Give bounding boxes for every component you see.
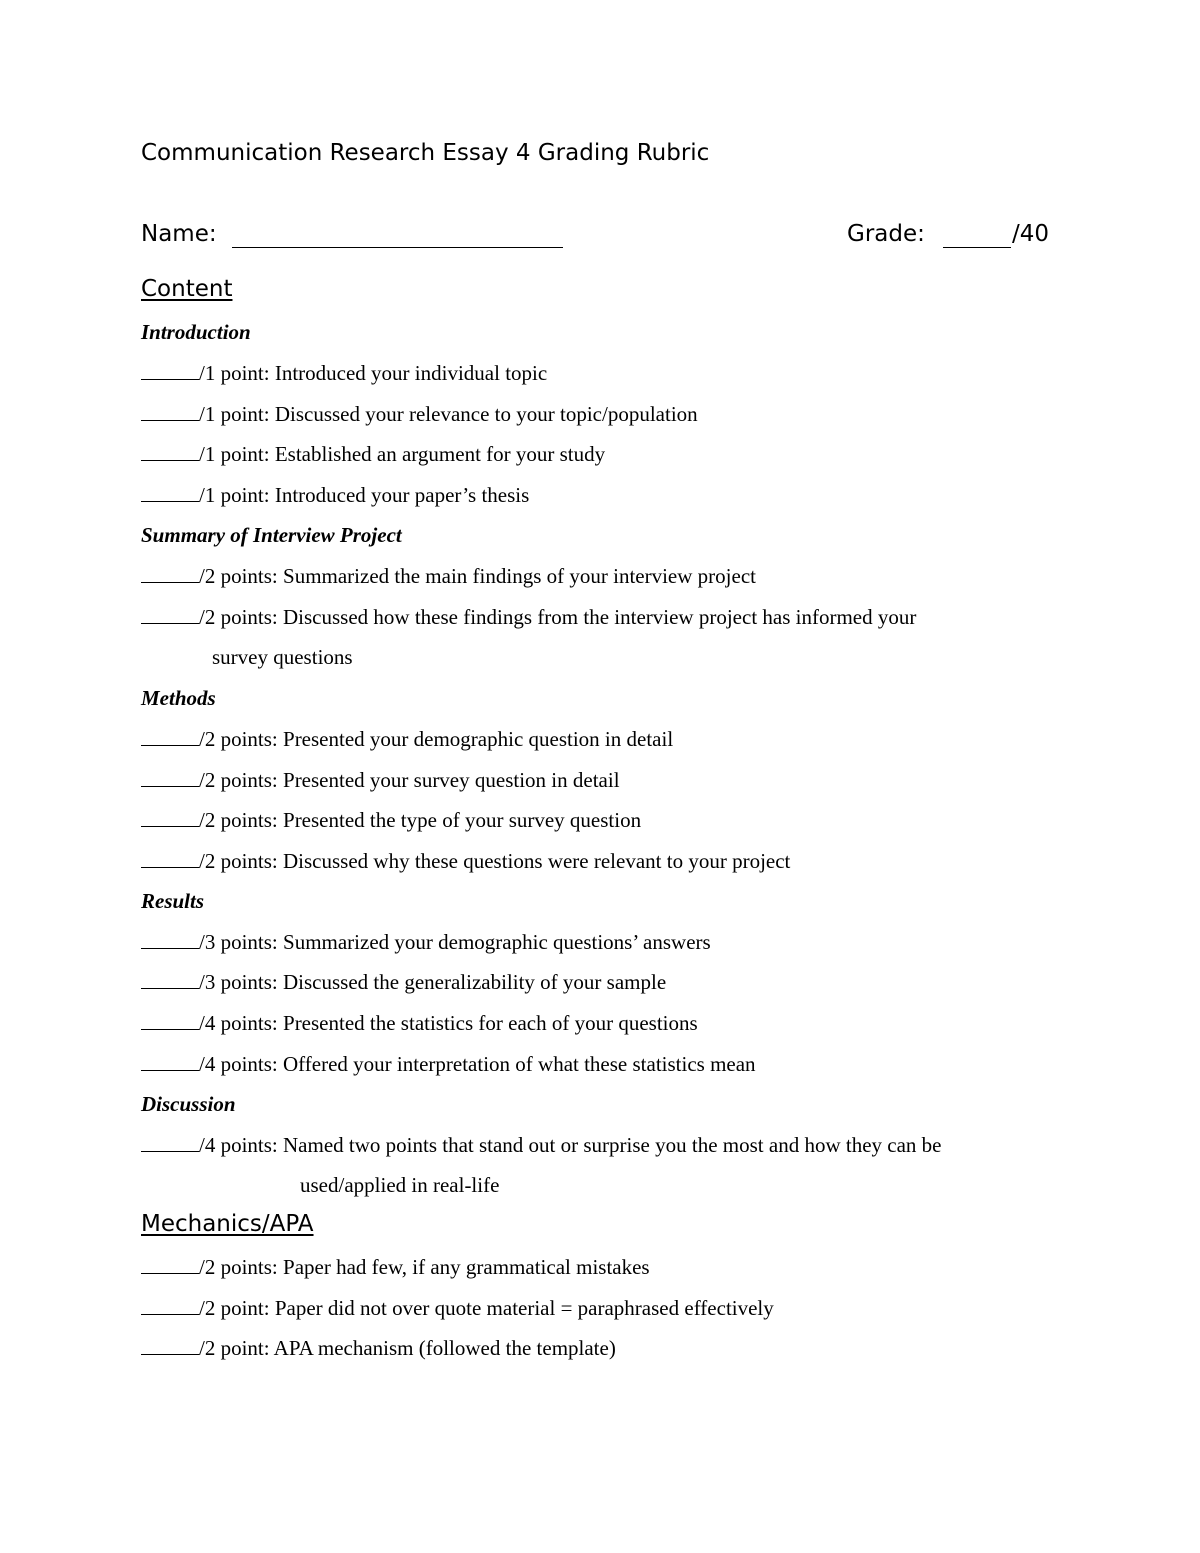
rubric-item-text: /2 points: Presented your survey question in detail (199, 768, 620, 792)
rubric-item-text: /2 points: Discussed how these findings from the interview project has informed your (199, 605, 917, 629)
subheading-methods: Methods (141, 686, 216, 710)
rubric-item-text: /2 points: Presented your demographic question in detail (199, 727, 674, 751)
grade-blank-line[interactable] (943, 247, 1011, 248)
subheading-results: Results (141, 889, 205, 913)
score-blank[interactable] (141, 1052, 199, 1071)
rubric-item (141, 930, 711, 958)
score-blank[interactable] (141, 483, 199, 502)
score-blank[interactable] (141, 930, 199, 949)
rubric-item-text: /1 point: Introduced your paper’s thesis (199, 483, 530, 507)
rubric-item-text: /4 points: Presented the statistics for each of your questions (199, 1011, 698, 1035)
rubric-item (141, 483, 529, 511)
rubric-item (141, 970, 666, 998)
score-blank[interactable] (141, 768, 199, 787)
rubric-item (141, 768, 620, 796)
subheading-summary: Summary of Interview Project (141, 523, 402, 547)
rubric-item (141, 808, 641, 836)
rubric-item-text: /1 point: Discussed your relevance to your topic/population (199, 402, 698, 426)
rubric-item-text: /2 points: Paper had few, if any grammatical mistakes (199, 1255, 650, 1279)
rubric-item (141, 727, 673, 755)
score-blank[interactable] (141, 442, 199, 461)
rubric-item-text: /3 points: Discussed the generalizability of your sample (199, 970, 667, 994)
rubric-item-text: /2 points: Summarized the main findings of your interview project (199, 564, 756, 588)
score-blank[interactable] (141, 402, 199, 421)
rubric-item-text: /2 point: APA mechanism (followed the template) (199, 1336, 616, 1360)
score-blank[interactable] (141, 970, 199, 989)
score-blank[interactable] (141, 1255, 199, 1274)
rubric-item-text: /3 points: Summarized your demographic questions’ answers (199, 930, 711, 954)
grade-total: /40 (1012, 221, 1050, 247)
rubric-item (141, 442, 605, 470)
rubric-item (141, 605, 916, 633)
rubric-item (141, 1255, 650, 1283)
score-blank[interactable] (141, 727, 199, 746)
name-label: Name: (141, 221, 217, 247)
section-heading-content: Content (141, 276, 233, 302)
rubric-item (141, 1052, 756, 1080)
rubric-item (141, 402, 698, 430)
rubric-item-text: /2 points: Presented the type of your survey question (199, 808, 642, 832)
score-blank[interactable] (141, 1133, 199, 1152)
score-blank[interactable] (141, 849, 199, 868)
rubric-item (141, 1011, 698, 1039)
rubric-item-text: /2 points: Discussed why these questions were relevant to your project (199, 849, 791, 873)
score-blank[interactable] (141, 605, 199, 624)
rubric-item-text: /1 point: Introduced your individual topic (199, 361, 548, 385)
score-blank[interactable] (141, 1336, 199, 1355)
rubric-item (141, 1296, 774, 1324)
rubric-item-text: /1 point: Established an argument for your study (199, 442, 606, 466)
score-blank[interactable] (141, 808, 199, 827)
rubric-item (141, 361, 547, 389)
rubric-item (141, 1336, 616, 1364)
rubric-item (141, 849, 790, 877)
rubric-item-text: /4 points: Offered your interpretation of what these statistics mean (199, 1052, 756, 1076)
score-blank[interactable] (141, 1011, 199, 1030)
rubric-item (141, 1133, 941, 1161)
score-blank[interactable] (141, 564, 199, 583)
name-blank-line[interactable] (232, 247, 563, 248)
page-title: Communication Research Essay 4 Grading Rubric (141, 140, 710, 166)
grade-label: Grade: (847, 221, 925, 247)
rubric-item-continuation: used/applied in real-life (300, 1173, 500, 1197)
rubric-item-text: /2 point: Paper did not over quote material = paraphrased effectively (199, 1296, 774, 1320)
score-blank[interactable] (141, 1296, 199, 1315)
subheading-discussion: Discussion (141, 1092, 236, 1116)
section-heading-mechanics: Mechanics/APA (141, 1211, 314, 1237)
rubric-item-continuation: survey questions (212, 645, 353, 669)
score-blank[interactable] (141, 361, 199, 380)
rubric-item-text: /4 points: Named two points that stand out or surprise you the most and how they can be (199, 1133, 942, 1157)
subheading-introduction: Introduction (141, 320, 251, 344)
rubric-item (141, 564, 756, 592)
